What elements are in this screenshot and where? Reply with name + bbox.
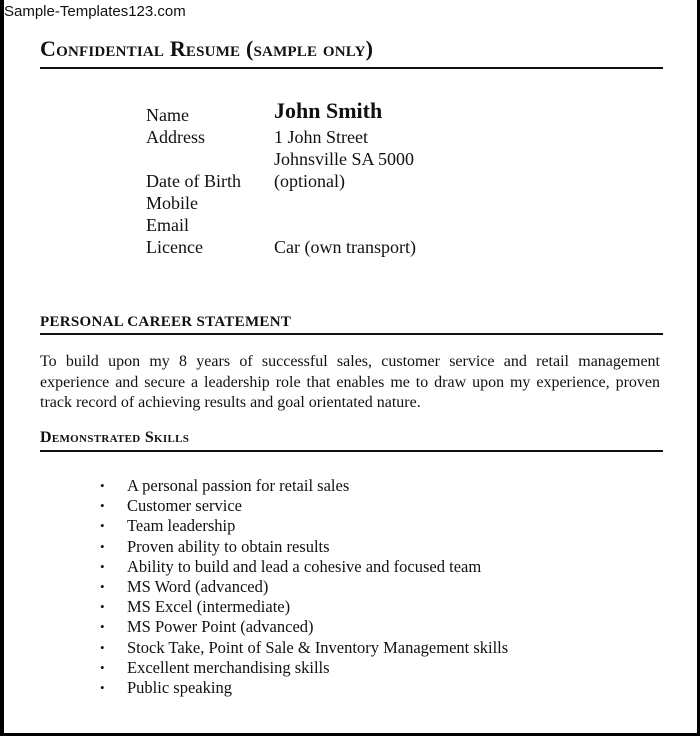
dob-label: Date of Birth — [146, 171, 241, 191]
address-label: Address — [146, 127, 205, 147]
list-item: • Customer service — [127, 496, 508, 516]
address-row — [146, 126, 416, 148]
name-value: John Smith — [274, 98, 383, 123]
licence-value: Car (own transport) — [274, 237, 416, 257]
skills-heading: Demonstrated Skills — [40, 429, 190, 446]
list-item: • MS Excel (intermediate) — [127, 597, 508, 617]
licence-label: Licence — [146, 237, 203, 257]
list-item: • Excellent merchandising skills — [127, 658, 508, 678]
address-line2: Johnsville SA 5000 — [274, 149, 415, 169]
dob-row — [146, 170, 416, 192]
career-divider — [40, 333, 663, 335]
watermark: Sample-Templates123.com — [4, 3, 186, 20]
list-item: • Team leadership — [127, 516, 508, 536]
title-divider — [40, 67, 663, 69]
list-item: • Ability to build and lead a cohesive and focused team — [127, 557, 508, 577]
email-row — [146, 214, 416, 236]
address-row-2 — [146, 148, 416, 170]
list-item: • MS Power Point (advanced) — [127, 617, 508, 637]
name-row — [146, 98, 416, 126]
list-item: • A personal passion for retail sales — [127, 476, 508, 496]
email-label: Email — [146, 215, 189, 235]
licence-row — [146, 236, 416, 258]
dob-value: (optional) — [274, 171, 345, 191]
mobile-label: Mobile — [146, 193, 198, 213]
personal-details — [146, 98, 416, 258]
page-title: Confidential Resume (sample only) — [40, 36, 374, 61]
mobile-row — [146, 192, 416, 214]
list-item: • Stock Take, Point of Sale & Inventory Management skills — [127, 638, 508, 658]
skills-list — [127, 476, 508, 698]
address-line1: 1 John Street — [274, 127, 368, 147]
career-statement: To build upon my 8 years of successful sales, customer service and retail management experience and secure a leadership role that enables me to draw upon my experience, proven track record of achieving results and goal orientated nature. — [40, 353, 660, 411]
name-label: Name — [146, 105, 189, 125]
career-heading: PERSONAL CAREER STATEMENT — [40, 314, 292, 330]
list-item: • Public speaking — [127, 678, 508, 698]
skills-divider — [40, 450, 663, 452]
list-item: • MS Word (advanced) — [127, 577, 508, 597]
list-item: • Proven ability to obtain results — [127, 537, 508, 557]
